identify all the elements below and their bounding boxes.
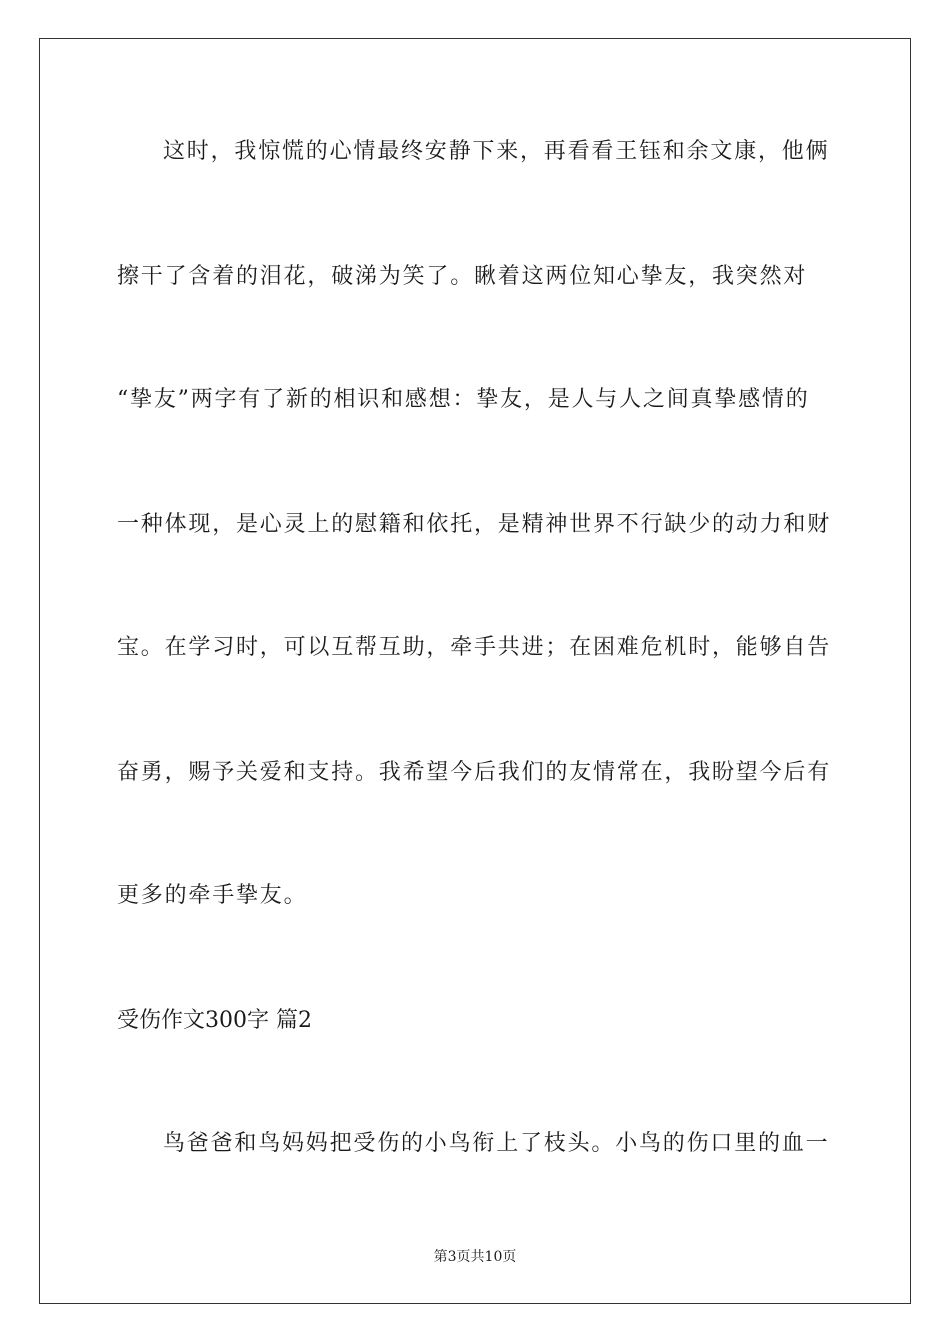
paragraph-line: 奋勇，赐予关爱和支持。我希望今后我们的友情常在，我盼望今后有 xyxy=(117,760,832,785)
page-border xyxy=(39,38,911,1304)
page-number: 第3页 xyxy=(433,1249,471,1265)
page-footer xyxy=(0,1247,950,1267)
paragraph-line: 宝。在学习时，可以互帮互助，牵手共进；在困难危机时，能够自告 xyxy=(117,635,832,660)
paragraph-line: 这时，我惊慌的心情最终安静下来，再看看王钰和余文康，他俩 xyxy=(163,139,830,164)
page-total: 共10页 xyxy=(470,1249,517,1265)
paragraph-line: 更多的牵手挚友。 xyxy=(117,883,308,908)
paragraph-line: “挚友”两字有了新的相识和感想：挚友，是人与人之间真挚感情的 xyxy=(117,387,810,412)
paragraph-line: 一种体现，是心灵上的慰籍和依托，是精神世界不行缺少的动力和财 xyxy=(117,512,832,537)
paragraph-line: 鸟爸爸和鸟妈妈把受伤的小鸟衔上了枝头。小鸟的伤口里的血一 xyxy=(163,1131,830,1156)
paragraph-line: 擦干了含着的泪花，破涕为笑了。瞅着这两位知心挚友，我突然对 xyxy=(117,264,808,289)
section-heading: 受伤作文300字 篇2 xyxy=(117,1008,312,1033)
